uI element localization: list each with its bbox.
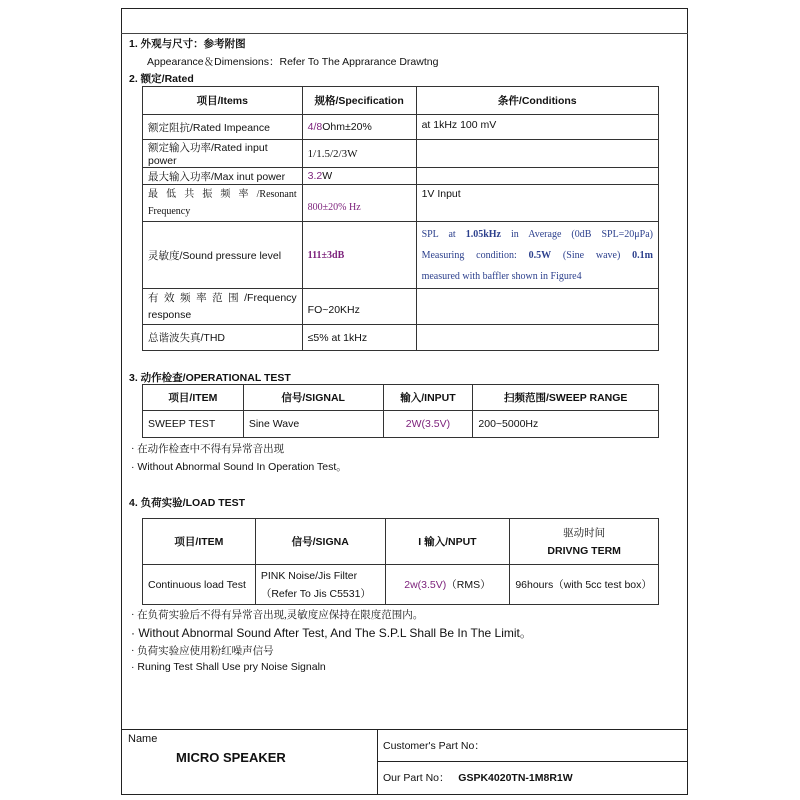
- op-item: SWEEP TEST: [143, 411, 244, 438]
- op-signal: Sine Wave: [243, 411, 383, 438]
- rated-item: 额定输入功率/Rated input power: [143, 140, 303, 168]
- section2-title: 2. 额定/Rated: [129, 73, 194, 85]
- rated-item: 有 效 频 率 范 围 /Frequency response: [143, 289, 303, 325]
- op-sweep: 200~5000Hz: [473, 411, 659, 438]
- rated-header-cond: 条件/Conditions: [416, 87, 658, 115]
- footer-divider-horizontal: [377, 761, 688, 762]
- rated-spec: 3.2W: [302, 168, 416, 185]
- table-row: [143, 115, 659, 140]
- rated-cond: 1V Input: [416, 185, 658, 222]
- section4-title: 4. 负荷实验/LOAD TEST: [129, 497, 246, 509]
- section3-title: 3. 动作检查/OPERATIONAL TEST: [129, 372, 291, 384]
- table-row: [143, 289, 659, 325]
- rated-spec: FO~20KHz: [302, 289, 416, 325]
- table-row: [143, 222, 659, 289]
- op-header-signal: 信号/SIGNAL: [243, 385, 383, 411]
- op-input: 2W(3.5V): [383, 411, 473, 438]
- rated-item: 总谐波失真/THD: [143, 325, 303, 351]
- op-note-en: · Without Abnormal Sound In Operation Test。: [131, 461, 347, 473]
- op-note-cn: · 在动作检查中不得有异常音出现: [131, 444, 285, 455]
- op-header-input: 输入/INPUT: [383, 385, 473, 411]
- rated-spec: 111±3dB: [302, 222, 416, 289]
- op-header-sweep: 扫频范围/SWEEP RANGE: [473, 385, 659, 411]
- load-note-en-1: · Without Abnormal Sound After Test, And The S.P.L Shall Be In The Limit。: [131, 626, 532, 640]
- footer-name-value: MICRO SPEAKER: [176, 750, 286, 765]
- load-header-term: 驱动时间 DRIVNG TERM: [510, 519, 659, 565]
- load-input: 2w(3.5V)（RMS）: [385, 565, 510, 605]
- rated-spec: ≤5% at 1kHz: [302, 325, 416, 351]
- load-note-cn-1: · 在负荷实验后不得有异常音出现,灵敏度应保持在限度范围内。: [131, 610, 424, 621]
- rated-cond: SPL at 1.05kHz in Average (0dB SPL=20μPa) Measuring condition: 0.5W (Sine wave) 0.1m measured with baffler shown in Figure4: [416, 222, 658, 289]
- rated-spec: 4/8Ohm±20%: [302, 115, 416, 140]
- load-term: 96hours（with 5cc test box）: [510, 565, 659, 605]
- footer-divider-vertical: [377, 729, 378, 795]
- operational-table: [142, 384, 659, 438]
- rated-item: 最 低 共 振 频 率 /Resonant Frequency: [143, 185, 303, 222]
- rated-cond: [416, 289, 658, 325]
- table-row: [143, 140, 659, 168]
- rated-item: 最大输入功率/Max inut power: [143, 168, 303, 185]
- table-row: [143, 411, 659, 438]
- load-item: Continuous load Test: [143, 565, 256, 605]
- table-row: [143, 185, 659, 222]
- load-signal: PINK Noise/Jis Filter （Refer To Jis C5531）: [255, 565, 385, 605]
- rated-cond: [416, 140, 658, 168]
- rated-item: 额定阻抗/Rated Impeance: [143, 115, 303, 140]
- load-table: [142, 518, 659, 605]
- load-header-item: 项目/ITEM: [143, 519, 256, 565]
- rated-spec: 800±20% Hz: [302, 185, 416, 222]
- load-header-input: I 输入/NPUT: [385, 519, 510, 565]
- table-row: [143, 565, 659, 605]
- footer-our-part: Our Part No： GSPK4020TN-1M8R1W: [383, 772, 573, 784]
- op-header-item: 项目/ITEM: [143, 385, 244, 411]
- header-rule: [121, 33, 688, 34]
- footer-customer-part-label: Customer's Part No：: [383, 740, 485, 752]
- table-row: [143, 168, 659, 185]
- rated-cond: [416, 168, 658, 185]
- load-note-cn-2: · 负荷实验应使用粉红噪声信号: [131, 646, 274, 657]
- section1-subtitle: Appearance＆Dimensions：Refer To The Apprarance Drawtng: [147, 56, 439, 68]
- rated-table: [142, 86, 659, 351]
- rated-header-items: 项目/Items: [143, 87, 303, 115]
- footer-name-label: Name: [128, 733, 158, 745]
- rated-cond: at 1kHz 100 mV: [416, 115, 658, 140]
- table-row: [143, 325, 659, 351]
- rated-item: 灵敏度/Sound pressure level: [143, 222, 303, 289]
- load-header-signal: 信号/SIGNA: [255, 519, 385, 565]
- rated-header-spec: 规格/Specification: [302, 87, 416, 115]
- rated-spec: 1/1.5/2/3W: [302, 140, 416, 168]
- load-note-en-2: · Runing Test Shall Use pry Noise Signaln: [131, 661, 326, 673]
- section1-title: 1. 外观与尺寸：参考附图: [129, 38, 246, 50]
- rated-cond: [416, 325, 658, 351]
